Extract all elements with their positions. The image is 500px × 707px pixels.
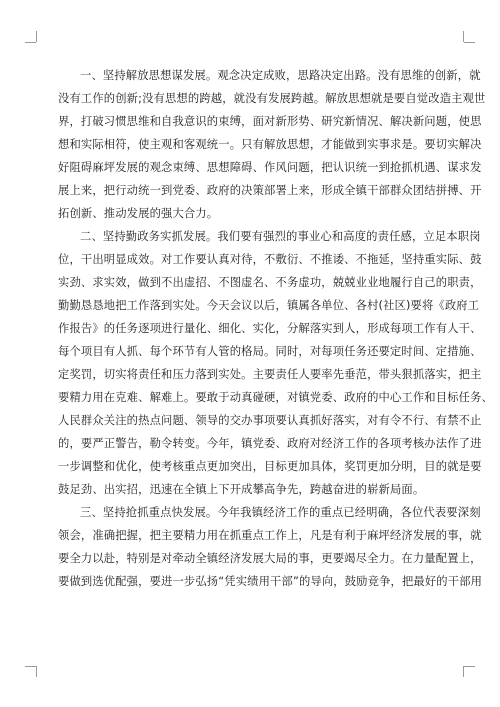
paragraph-3	[58, 501, 483, 593]
crop-mark-bottom-left-h	[25, 666, 36, 667]
paragraph-line: 要做到选优配强，要进一步弘扬“凭实绩用干部”的导向，鼓励竞争，把最好的干部用	[58, 575, 483, 588]
paragraph-line: 定奖罚，切实将责任和压力落到实处。主要责任人要率先垂范，带头狠抓落实，把主	[58, 368, 482, 381]
paragraph-line: 要全力以赴，特别是对牵动全镇经济发展大局的事，更要竭尽全力。在力量配置上，	[58, 552, 482, 565]
paragraph-line: 一步调整和优化，使考核重点更加突出，目标更加具体，奖罚更加分明，目的就是要	[58, 460, 482, 473]
crop-mark-top-left-v	[36, 31, 37, 42]
paragraph-line: 要精力用在克难、解难上。要敢于动真碰硬，对镇党委、政府的中心工作和目标任务、	[58, 391, 493, 404]
crop-mark-bottom-left-v	[36, 666, 37, 677]
crop-mark-bottom-right-h	[464, 666, 475, 667]
paragraph-line: 领会，准确把握，把主要精力用在抓重点工作上，凡是有利于麻坪经济发展的事，就	[58, 529, 482, 542]
paragraph-line: 作报告》的任务逐项进行量化、细化、实化，分解落实到人，形成每项工作有人干、	[58, 322, 482, 335]
paragraph-line: 界，打破习惯思维和自我意识的束缚，面对新形势、研究新情况、解决新问题，使思	[58, 115, 482, 128]
document-body	[58, 64, 493, 593]
paragraph-line: 好阻碍麻坪发展的观念束缚、思想障碍、作风问题，把认识统一到抢抓机遇、谋求发	[58, 161, 482, 174]
paragraph-line: 勤勤恳恳地把工作落到实处。今天会议以后，镇属各单位、各村(社区)要将《政府工	[58, 299, 480, 312]
paragraph-line: 一、坚持解放思想谋发展。观念决定成败，思路决定出路。没有思维的创新，就	[80, 69, 481, 82]
paragraph-line: 二、坚持勤政务实抓发展。我们要有强烈的事业心和高度的责任感，立足本职岗	[80, 230, 481, 243]
crop-mark-top-right-h	[464, 42, 475, 43]
paragraph-1	[58, 64, 486, 225]
paragraph-line: 鼓足劲、出实招，迅速在全镇上下开成攀高争先，跨越奋进的崭新局面。	[58, 483, 425, 496]
paragraph-line: 想和实际相符，使主观和客观统一。只有解放思想，才能做到实事求是。要切实解决	[58, 138, 482, 151]
paragraph-line: 展上来，把行动统一到党委、政府的决策部署上来，形成全镇干部群众团结拼搏、开	[58, 184, 482, 197]
paragraph-line: 每个项目有人抓、每个环节有人管的格局。同时，对每项任务还要定时间、定措施、	[58, 345, 482, 358]
paragraph-line: 位，干出明显成效。对工作要认真对待，不敷衍、不推诿、不拖延，坚持重实际、鼓	[58, 253, 482, 266]
paragraph-line: 人民群众关注的热点问题、领导的交办事项要认真抓好落实，对有令不行、有禁不止	[58, 414, 482, 427]
crop-mark-top-right-v	[463, 31, 464, 42]
paragraph-line: 的，要严正警告，勒令转变。今年，镇党委、政府对经济工作的各项考核办法作了进	[58, 437, 482, 450]
paragraph-line: 三、坚持抢抓重点快发展。今年我镇经济工作的重点已经明确，各位代表要深刻	[80, 506, 481, 519]
paragraph-line: 拓创新、推动发展的强大合力。	[58, 207, 219, 220]
paragraph-2	[58, 225, 493, 501]
paragraph-line: 没有工作的创新;没有思想的跨越，就没有发展跨越。解放思想就是要自觉改造主观世	[58, 92, 486, 105]
crop-mark-top-left-h	[25, 42, 36, 43]
paragraph-line: 实劲、求实效，做到不出虚招、不图虚名、不务虚功，兢兢业业地履行自己的职责，	[58, 276, 482, 289]
crop-mark-bottom-right-v	[463, 666, 464, 677]
